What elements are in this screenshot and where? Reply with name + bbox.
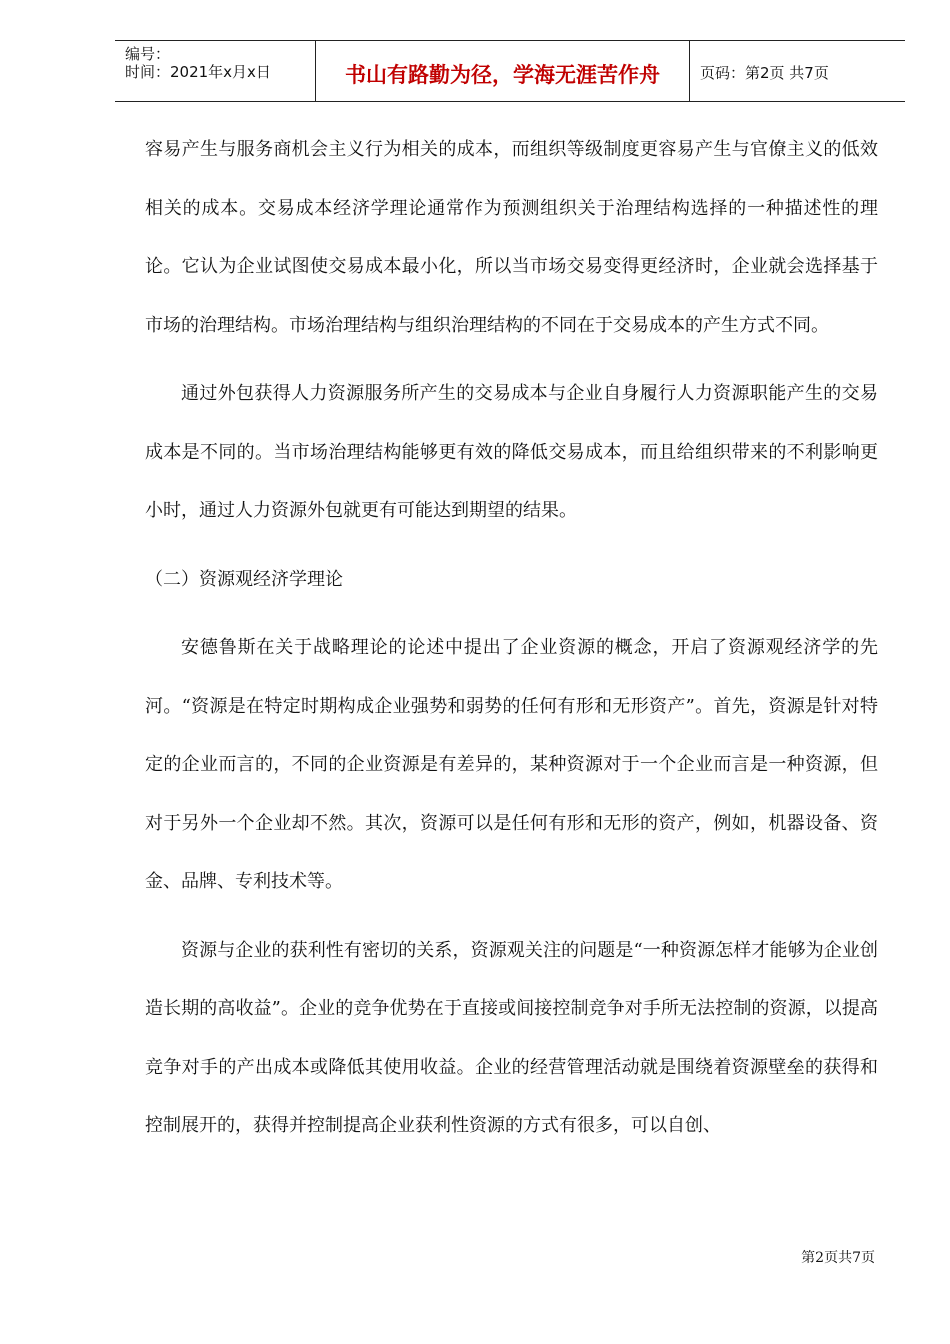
header-info-cell <box>115 41 316 101</box>
paragraph-outsourcing: 通过外包获得人力资源服务所产生的交易成本与企业自身履行人力资源职能产生的交易成本是不同的。当市场治理结构能够更有效的降低交易成本，而且给组织带来的不利影响更小时，通过人力资源外包就更有可能达到期望的结果。 <box>145 383 878 521</box>
header-page-cell <box>690 41 905 101</box>
header-table <box>115 40 905 102</box>
time-label: 时间：2021年x月x日 <box>125 63 271 81</box>
paragraph-resource-concept: 安德鲁斯在关于战略理论的论述中提出了企业资源的概念，开启了资源观经济学的先河。“资源是在特定时期构成企业强势和弱势的任何有形和无形资产”。首先，资源是针对特定的企业而言的，不同的企业资源是有差异的，某种资源对于一个企业而言是一种资源，但对于另外一个企业却不然。其次，资源可以是任何有形和无形的资产，例如，机器设备、资金、品牌、专利技术等。 <box>145 637 878 892</box>
page-footer: 第2页共7页 <box>801 1250 875 1266</box>
motto-text: 书山有路勤为径，学海无涯苦作舟 <box>345 63 660 87</box>
header-motto-cell <box>316 41 690 101</box>
serial-label: 编号： <box>125 45 171 63</box>
paragraph-transaction-cost: 容易产生与服务商机会主义行为相关的成本，而组织等级制度更容易产生与官僚主义的低效相关的成本。交易成本经济学理论通常作为预测组织关于治理结构选择的一种描述性的理论。它认为企业试图使交易成本最小化，所以当市场交易变得更经济时，企业就会选择基于市场的治理结构。市场治理结构与组织治理结构的不同在于交易成本的产生方式不同。 <box>145 139 878 336</box>
document-body <box>145 121 878 1156</box>
section-heading: （二）资源观经济学理论 <box>145 568 343 590</box>
paragraph-resource-profit: 资源与企业的获利性有密切的关系，资源观关注的问题是“一种资源怎样才能够为企业创造长期的高收益”。企业的竞争优势在于直接或间接控制竞争对手所无法控制的资源，以提高竞争对手的产出成本或降低其使用收益。企业的经营管理活动就是围绕着资源壁垒的获得和控制展开的，获得并控制提高企业获利性资源的方式有很多，可以自创、 <box>145 939 878 1136</box>
page-code: 页码：第2页 共7页 <box>700 64 829 82</box>
